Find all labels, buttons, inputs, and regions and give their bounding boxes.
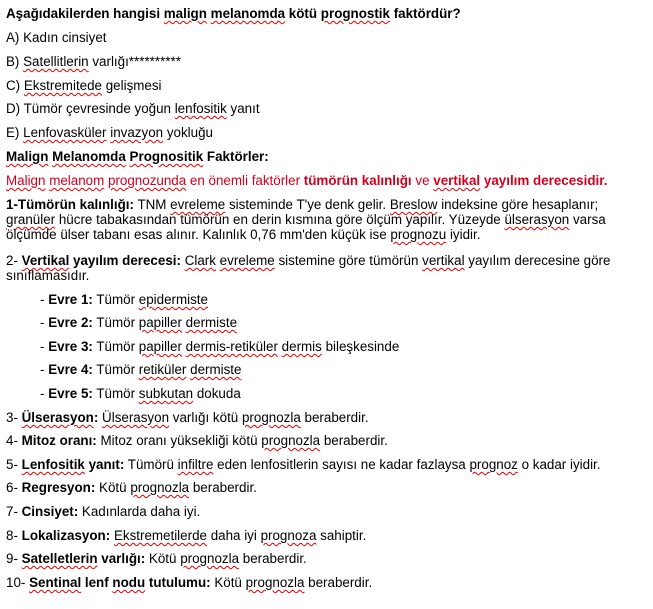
option-text: yanıt (226, 101, 260, 116)
text-run: beraberdir. (300, 410, 369, 425)
spellcheck-word: melanom (49, 173, 105, 188)
factor-7 (6, 504, 200, 520)
spellcheck-word: malign (163, 6, 207, 21)
stage-label: Evre 3: (48, 339, 93, 354)
factor-number: 6- (6, 480, 22, 495)
stage-5 (40, 386, 241, 402)
text-run: beraberdir. (320, 433, 388, 448)
spellcheck-word: Breslow (389, 197, 438, 212)
spellcheck-word: prognozla (245, 575, 305, 590)
spellcheck-word: prognozu (390, 227, 447, 242)
factor-label: Lokalizasyon: (21, 528, 111, 543)
stage-4 (40, 362, 241, 378)
spellcheck-word: Ekstremetilerde (113, 528, 207, 543)
spellcheck-word: dermis-retiküler (185, 339, 278, 354)
option-label: A) (6, 30, 24, 45)
stage-label: Evre 2: (48, 315, 93, 330)
text-run: Mitoz oranı yüksekliği kötü (96, 433, 262, 448)
text-run: dokuda (193, 386, 241, 401)
text-run: Tümör (92, 362, 139, 377)
spellcheck-word: epidermiste (138, 292, 208, 307)
factor-10 (6, 575, 372, 591)
text-run: Kötü (95, 480, 131, 495)
option-label: C) (6, 78, 24, 93)
spellcheck-word: Clark (184, 253, 216, 268)
text-run: Tümörü (124, 457, 178, 472)
text-run: Tümör (92, 315, 139, 330)
option-text: Kadın cinsiyet (23, 30, 107, 45)
factor-number: 8- (6, 528, 22, 543)
factor-9 (6, 551, 307, 567)
text-run: varlığı kötü (169, 410, 242, 425)
spellcheck-word: Lenfositik (21, 457, 85, 472)
spellcheck-word: melanomda (210, 6, 286, 21)
factor-5 (6, 457, 601, 473)
text-run: beraberdir. (189, 480, 257, 495)
factor-label: yanıt: (84, 457, 125, 472)
factor-4 (6, 433, 388, 449)
option-label: E) (6, 125, 24, 140)
factor-label: 1-Tümörün kalınlığı: (6, 197, 134, 212)
factor-label: tutulumu: (145, 575, 211, 590)
list-dash: - (40, 315, 49, 330)
spellcheck-word: evreleme (219, 253, 275, 268)
text-run: o kadar iyidir. (517, 457, 601, 472)
text-run: Faktörler: (203, 149, 269, 164)
option-e (6, 125, 213, 141)
text-run: Kötü (210, 575, 246, 590)
spellcheck-word: dermiste (190, 362, 242, 377)
text-run: sahiptir. (316, 528, 367, 543)
spellcheck-word: Ekstremitede (23, 78, 102, 93)
text-run: varsa ölçümde ülser tabanı esas alınır. Kalınlık 0,76 mm'den küçük ise (6, 212, 606, 242)
spellcheck-word: prognoz (469, 457, 518, 472)
spellcheck-word: Ülserasyon (21, 410, 94, 425)
factor-label: Regresyon: (21, 480, 96, 495)
spellcheck-word: Vertikal (21, 253, 70, 268)
spellcheck-word: prognozla (261, 433, 321, 448)
spellcheck-word: Lenfovasküler (23, 125, 107, 140)
option-text: gelişmesi (102, 78, 162, 93)
option-a (6, 30, 107, 46)
factor-number: 2- (6, 253, 22, 268)
factor-label: yayılım derecesi: (69, 253, 181, 268)
factor-number: 10- (6, 575, 30, 590)
stage-label: Evre 5: (48, 386, 93, 401)
text-run: faktördür? (389, 6, 461, 21)
factor-label: Cinsiyet: (21, 504, 79, 519)
spellcheck-word: prognostik (320, 6, 390, 21)
spellcheck-word: prognozla (130, 480, 190, 495)
spellcheck-word: dermiste (185, 315, 238, 330)
option-label: B) (6, 54, 24, 69)
option-b (6, 54, 181, 70)
factor-8 (6, 528, 366, 544)
text-run: Tümör (92, 292, 139, 307)
spellcheck-word: Ülserasyon (102, 410, 170, 425)
spellcheck-word: Melanomda (52, 149, 126, 164)
text-run: yayılım derecesine göre sınıflamasıdır. (6, 253, 611, 283)
stage-label: Evre 4: (48, 362, 93, 377)
text-run: en önemli faktörler (186, 173, 304, 188)
spellcheck-word: lenfositik (174, 101, 227, 116)
spellcheck-word: vertikal (422, 253, 465, 268)
factor-number: 7- (6, 504, 22, 519)
list-dash: - (40, 362, 49, 377)
text-run: sisteminde T'ye denk gelir. (225, 197, 390, 212)
factor-label: : (93, 410, 99, 425)
option-c (6, 78, 162, 94)
spellcheck-word: papiller (138, 315, 182, 330)
spellcheck-word: invazyon (110, 125, 164, 140)
spellcheck-word: papiller (138, 339, 182, 354)
text-run: ve (411, 173, 434, 188)
factor-label: Mitoz oranı: (21, 433, 97, 448)
factor-number: 4- (6, 433, 22, 448)
list-dash: - (40, 292, 49, 307)
list-dash: - (40, 339, 49, 354)
option-text: varlığı********** (88, 54, 181, 69)
spellcheck-word: nodu (112, 575, 146, 590)
factor-number: 3- (6, 410, 22, 425)
spellcheck-word: prognoza (260, 528, 317, 543)
question-title (6, 6, 461, 22)
option-label: D) (6, 101, 24, 116)
spellcheck-word: retiküler (138, 362, 187, 377)
option-d (6, 101, 260, 117)
spellcheck-word: Satellitlerin (23, 54, 89, 69)
spellcheck-word: subkutan (138, 386, 194, 401)
text-run: Tümör (92, 386, 139, 401)
text-run: indeksine göre hesaplanır; (437, 197, 599, 212)
option-text: yokluğu (163, 125, 213, 140)
spellcheck-word: vertikal (433, 173, 481, 188)
stage-1 (40, 292, 208, 308)
spellcheck-word: Sentinal (29, 575, 82, 590)
spellcheck-word: evreleme (170, 197, 226, 212)
factor-3 (6, 410, 369, 426)
text-run: Tümör (92, 339, 139, 354)
text-run: iyidir. (446, 227, 481, 242)
stage-label: Evre 1: (48, 292, 93, 307)
list-dash: - (40, 386, 49, 401)
text-run: daha iyi (206, 528, 261, 543)
spellcheck-word: prognozunda (108, 173, 187, 188)
factor-6 (6, 480, 257, 496)
spellcheck-word: dermis (281, 339, 322, 354)
emphasis: yayılım derecesidir. (480, 173, 608, 188)
factor-1 (6, 197, 646, 242)
spellcheck-word: ülserasyon (504, 212, 570, 227)
factor-number: 5- (6, 457, 22, 472)
factor-2 (6, 253, 646, 283)
text-run: beraberdir. (304, 575, 373, 590)
spellcheck-word: Prognositik (129, 149, 204, 164)
factor-number: 9- (6, 551, 22, 566)
section-heading (6, 149, 269, 165)
spellcheck-word: infiltre (177, 457, 214, 472)
spellcheck-word: granüler (6, 212, 56, 227)
text-run: Aşağıdakilerden hangisi (6, 6, 164, 21)
option-text: Tümör çevresinde yoğun (23, 101, 175, 116)
factor-label: lenf (81, 575, 113, 590)
text-run: TNM (133, 197, 171, 212)
text-run: hücre tabakasından tümörün en derin kısmına göre ölçüm yapılır. Yüzeyde (55, 212, 505, 227)
spellcheck-word: Malign (6, 149, 49, 164)
summary-line (6, 173, 607, 189)
stage-3 (40, 339, 399, 355)
spellcheck-word: Malign (6, 173, 46, 188)
text-run: Kötü (145, 551, 181, 566)
text-run: sistemine göre tümörün (274, 253, 423, 268)
text-run: kötü (285, 6, 321, 21)
emphasis: tümörün kalınlığı (303, 173, 412, 188)
text-run: bileşkesinde (321, 339, 400, 354)
text-run: beraberdir. (239, 551, 307, 566)
stage-2 (40, 315, 237, 331)
spellcheck-word: prognozla (241, 410, 301, 425)
factor-label: varlığı: (97, 551, 146, 566)
spellcheck-word: prognozla (180, 551, 240, 566)
spellcheck-word: Satelletlerin (21, 551, 98, 566)
text-run: eden lenfositlerin sayısı ne kadar fazlaysa (213, 457, 470, 472)
text-run: Kadınlarda daha iyi. (78, 504, 201, 519)
